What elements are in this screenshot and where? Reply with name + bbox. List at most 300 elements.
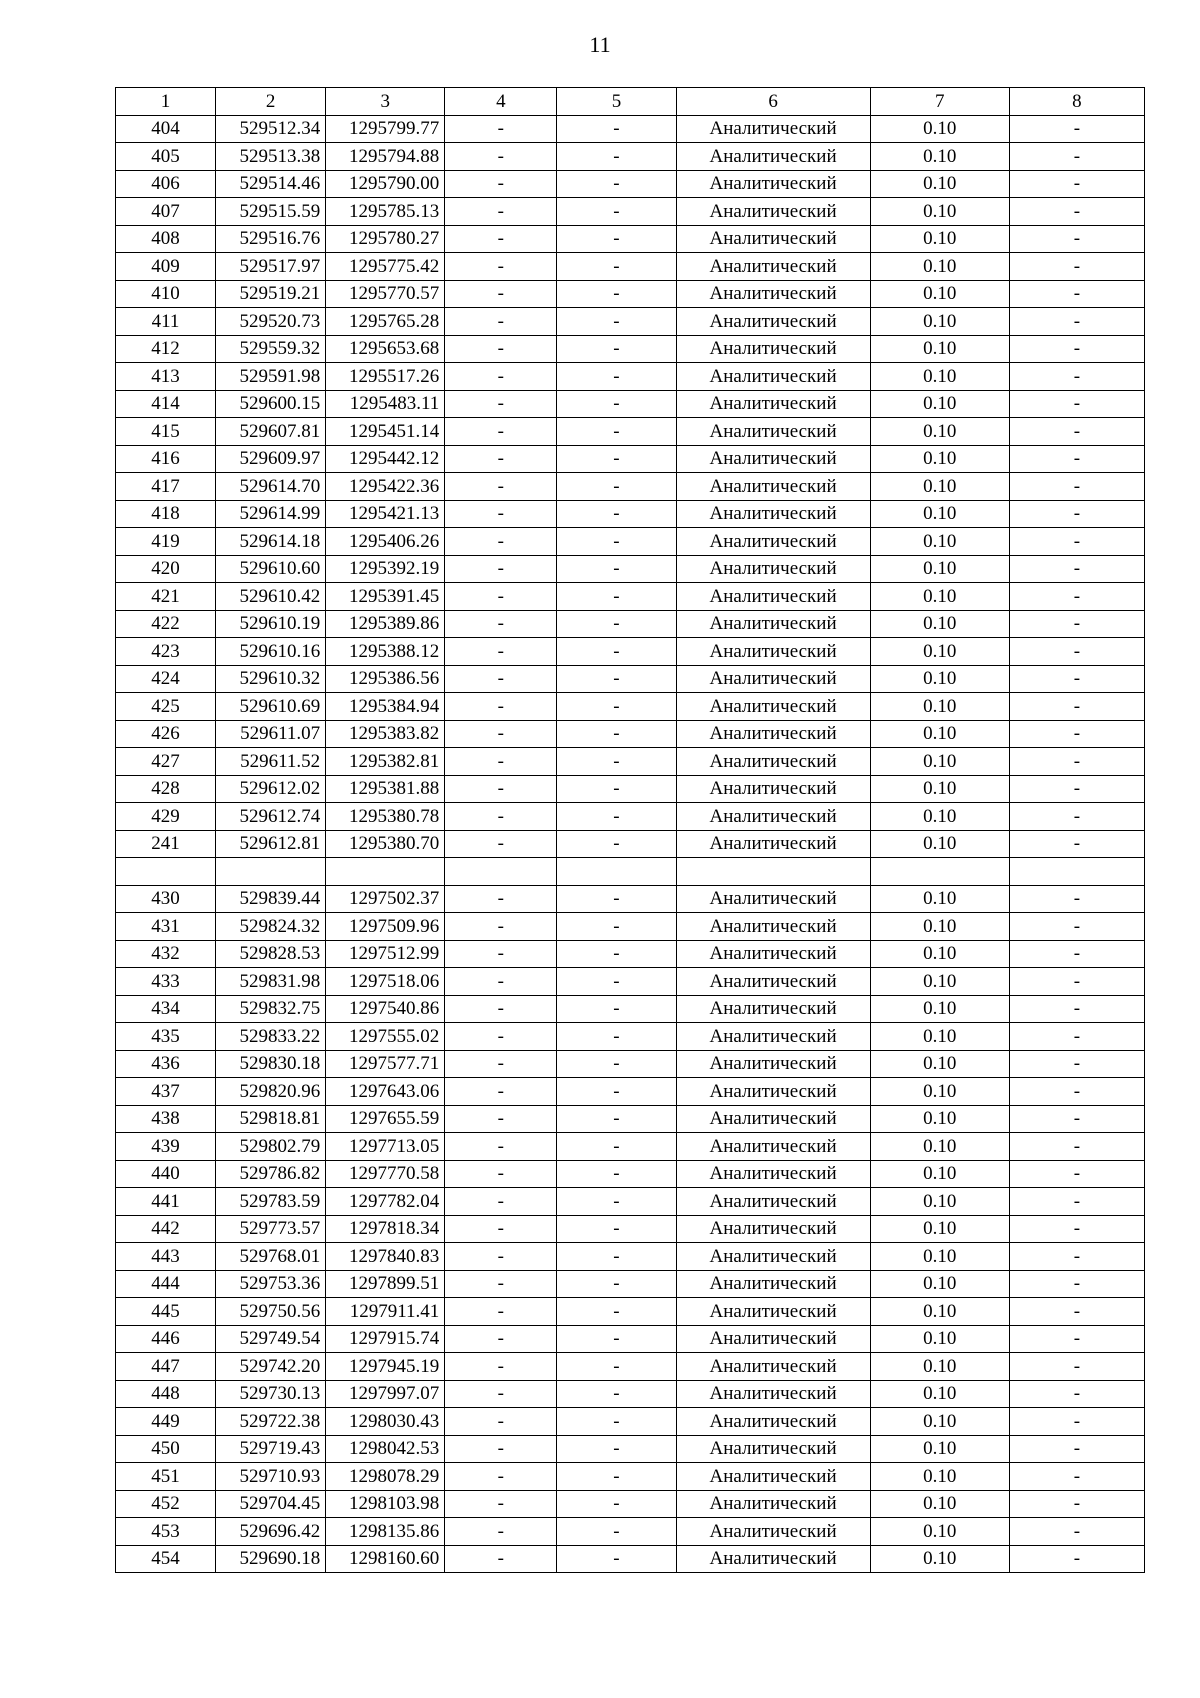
table-row (116, 308, 1145, 336)
table-cell: - (1009, 225, 1144, 253)
table-cell: 0.10 (870, 583, 1009, 611)
table-cell: - (1009, 940, 1144, 968)
table-cell: - (557, 1490, 676, 1518)
table-cell: - (1009, 1105, 1144, 1133)
table-cell: - (557, 335, 676, 363)
table-cell: 529513.38 (216, 143, 326, 171)
table-cell: 0.10 (870, 803, 1009, 831)
table-cell: - (557, 665, 676, 693)
table-cell: - (557, 803, 676, 831)
table-cell: Аналитический (676, 1160, 870, 1188)
table-cell: - (557, 555, 676, 583)
table-row (116, 995, 1145, 1023)
table-cell: 0.10 (870, 1160, 1009, 1188)
table-cell: - (445, 143, 557, 171)
table-cell: 1295388.12 (326, 638, 445, 666)
table-cell: - (557, 1518, 676, 1546)
table-cell: - (445, 1078, 557, 1106)
table-cell: 529768.01 (216, 1243, 326, 1271)
table-cell: - (445, 253, 557, 281)
table-cell: 529750.56 (216, 1298, 326, 1326)
table-cell: Аналитический (676, 1023, 870, 1051)
table-cell: - (557, 1408, 676, 1436)
coordinates-table (115, 87, 1145, 1573)
table-row (116, 1023, 1145, 1051)
table-cell: Аналитический (676, 1188, 870, 1216)
table-cell: - (1009, 1078, 1144, 1106)
table-cell: - (445, 308, 557, 336)
table-cell: - (445, 1215, 557, 1243)
table-cell: 529610.69 (216, 693, 326, 721)
table-cell: - (445, 583, 557, 611)
column-header: 2 (216, 88, 326, 116)
table-cell: - (1009, 1518, 1144, 1546)
table-cell: 427 (116, 748, 216, 776)
table-cell: - (557, 968, 676, 996)
table-cell: Аналитический (676, 363, 870, 391)
table-cell: - (557, 390, 676, 418)
table-cell: 529611.52 (216, 748, 326, 776)
table-cell: Аналитический (676, 995, 870, 1023)
table-cell: - (1009, 1298, 1144, 1326)
table-cell: 1295790.00 (326, 170, 445, 198)
table-cell: 0.10 (870, 693, 1009, 721)
table-cell: - (557, 528, 676, 556)
column-header: 8 (1009, 88, 1144, 116)
table-cell: 441 (116, 1188, 216, 1216)
table-cell: - (445, 1270, 557, 1298)
table-cell: Аналитический (676, 308, 870, 336)
table-cell: 1297555.02 (326, 1023, 445, 1051)
table-cell: - (557, 1023, 676, 1051)
table-cell: - (1009, 1270, 1144, 1298)
table-cell: 0.10 (870, 335, 1009, 363)
table-cell: 529783.59 (216, 1188, 326, 1216)
table-cell: 1295780.27 (326, 225, 445, 253)
table-cell: - (1009, 1325, 1144, 1353)
table-cell: Аналитический (676, 1325, 870, 1353)
table-row (116, 1050, 1145, 1078)
table-cell: 426 (116, 720, 216, 748)
table-cell: 0.10 (870, 1325, 1009, 1353)
table-cell: 1297818.34 (326, 1215, 445, 1243)
table-cell: - (1009, 473, 1144, 501)
table-cell: 417 (116, 473, 216, 501)
table-cell: 414 (116, 390, 216, 418)
table-cell: 529773.57 (216, 1215, 326, 1243)
table-cell: Аналитический (676, 143, 870, 171)
table-cell: - (1009, 1463, 1144, 1491)
table-cell: 529833.22 (216, 1023, 326, 1051)
table-cell: - (445, 1435, 557, 1463)
table-cell: 529515.59 (216, 198, 326, 226)
table-cell: 0.10 (870, 1270, 1009, 1298)
table-row (116, 693, 1145, 721)
table-cell: - (445, 1023, 557, 1051)
table-row (116, 940, 1145, 968)
table-cell: 1295384.94 (326, 693, 445, 721)
table-cell: - (445, 1298, 557, 1326)
table-cell: 1295799.77 (326, 115, 445, 143)
table-cell: Аналитический (676, 500, 870, 528)
table-cell: 438 (116, 1105, 216, 1133)
table-row (116, 170, 1145, 198)
table-cell: 0.10 (870, 830, 1009, 858)
table-cell: 443 (116, 1243, 216, 1271)
table-cell: 529612.02 (216, 775, 326, 803)
table-cell: 411 (116, 308, 216, 336)
table-cell: 0.10 (870, 1380, 1009, 1408)
table-cell: - (557, 198, 676, 226)
table-cell: 0.10 (870, 363, 1009, 391)
table-cell: 529753.36 (216, 1270, 326, 1298)
table-cell: 529512.34 (216, 115, 326, 143)
table-cell: - (557, 115, 676, 143)
table-cell: 0.10 (870, 170, 1009, 198)
table-cell: 415 (116, 418, 216, 446)
table-cell: 428 (116, 775, 216, 803)
table-cell: 529614.99 (216, 500, 326, 528)
table-row (116, 335, 1145, 363)
table-cell: 439 (116, 1133, 216, 1161)
table-cell (676, 858, 870, 886)
table-cell: 1295785.13 (326, 198, 445, 226)
table-cell: 529559.32 (216, 335, 326, 363)
table-cell: 0.10 (870, 445, 1009, 473)
table-cell: 1295483.11 (326, 390, 445, 418)
table-cell: - (1009, 1353, 1144, 1381)
table-cell (557, 858, 676, 886)
table-cell: - (557, 1380, 676, 1408)
table-cell: Аналитический (676, 1518, 870, 1546)
column-header: 3 (326, 88, 445, 116)
column-header: 7 (870, 88, 1009, 116)
table-cell: 445 (116, 1298, 216, 1326)
table-cell: - (557, 225, 676, 253)
table-cell: 529832.75 (216, 995, 326, 1023)
table-cell: - (557, 638, 676, 666)
table-cell: 448 (116, 1380, 216, 1408)
table-row (116, 583, 1145, 611)
table-cell (445, 858, 557, 886)
table-cell: Аналитический (676, 225, 870, 253)
table-cell: - (557, 1078, 676, 1106)
table-cell: 529820.96 (216, 1078, 326, 1106)
table-cell: 1295391.45 (326, 583, 445, 611)
table-cell: - (445, 913, 557, 941)
table-cell: 529704.45 (216, 1490, 326, 1518)
table-cell: - (1009, 1188, 1144, 1216)
table-cell: 1295451.14 (326, 418, 445, 446)
table-cell: - (1009, 500, 1144, 528)
table-cell: - (557, 720, 676, 748)
table-cell: Аналитический (676, 555, 870, 583)
table-cell: 0.10 (870, 280, 1009, 308)
table-cell: - (445, 1353, 557, 1381)
table-cell: 1297655.59 (326, 1105, 445, 1133)
table-cell: 0.10 (870, 528, 1009, 556)
table-cell: - (557, 885, 676, 913)
table-cell: - (1009, 885, 1144, 913)
table-cell: 1295422.36 (326, 473, 445, 501)
table-cell: - (445, 115, 557, 143)
table-cell: - (1009, 665, 1144, 693)
table-cell: 0.10 (870, 390, 1009, 418)
table-cell: Аналитический (676, 528, 870, 556)
table-cell: 1295406.26 (326, 528, 445, 556)
table-cell: 241 (116, 830, 216, 858)
table-cell: 1297911.41 (326, 1298, 445, 1326)
table-cell: - (1009, 1490, 1144, 1518)
table-cell: 449 (116, 1408, 216, 1436)
table-cell: Аналитический (676, 1435, 870, 1463)
table-cell: - (445, 1518, 557, 1546)
table-cell: 0.10 (870, 198, 1009, 226)
table-cell: Аналитический (676, 1243, 870, 1271)
table-cell: 420 (116, 555, 216, 583)
table-cell: 435 (116, 1023, 216, 1051)
table-cell: - (1009, 308, 1144, 336)
table-cell: 1297915.74 (326, 1325, 445, 1353)
table-cell: - (1009, 995, 1144, 1023)
table-cell: 412 (116, 335, 216, 363)
table-cell: 0.10 (870, 1490, 1009, 1518)
table-cell: 529600.15 (216, 390, 326, 418)
table-cell: 1298103.98 (326, 1490, 445, 1518)
table-cell: - (557, 610, 676, 638)
table-row (116, 968, 1145, 996)
table-cell: - (445, 775, 557, 803)
table-cell: 424 (116, 665, 216, 693)
table-row (116, 555, 1145, 583)
table-cell: Аналитический (676, 583, 870, 611)
table-row (116, 858, 1145, 886)
table-row (116, 1380, 1145, 1408)
table-cell: - (1009, 1215, 1144, 1243)
table-cell: 418 (116, 500, 216, 528)
table-cell: - (557, 913, 676, 941)
table-cell: Аналитический (676, 830, 870, 858)
table-cell: - (557, 830, 676, 858)
table-cell: - (445, 638, 557, 666)
table-row (116, 1463, 1145, 1491)
table-cell: 529609.97 (216, 445, 326, 473)
table-cell: 0.10 (870, 225, 1009, 253)
table-cell: 1295380.70 (326, 830, 445, 858)
table-row (116, 885, 1145, 913)
table-cell: 529612.81 (216, 830, 326, 858)
table-cell: 404 (116, 115, 216, 143)
table-cell: - (445, 995, 557, 1023)
table-cell: - (445, 940, 557, 968)
table-cell: 529719.43 (216, 1435, 326, 1463)
table-cell: Аналитический (676, 390, 870, 418)
table-cell: Аналитический (676, 335, 870, 363)
table-cell: - (1009, 583, 1144, 611)
table-cell: 446 (116, 1325, 216, 1353)
table-cell: - (557, 418, 676, 446)
table-cell: 1297502.37 (326, 885, 445, 913)
table-cell: - (557, 445, 676, 473)
table-cell: - (1009, 445, 1144, 473)
table-cell: - (1009, 775, 1144, 803)
table-cell: - (557, 775, 676, 803)
table-cell: 422 (116, 610, 216, 638)
table-cell: 1295380.78 (326, 803, 445, 831)
table-cell: - (557, 1188, 676, 1216)
table-cell: - (557, 143, 676, 171)
table-cell: - (1009, 1243, 1144, 1271)
table-cell: - (557, 940, 676, 968)
table-cell: - (557, 693, 676, 721)
table-cell: - (445, 280, 557, 308)
table-row (116, 418, 1145, 446)
table-cell: 453 (116, 1518, 216, 1546)
table-cell: - (445, 500, 557, 528)
table-row (116, 913, 1145, 941)
table-cell: - (1009, 1408, 1144, 1436)
table-cell: - (1009, 198, 1144, 226)
table-cell: 529520.73 (216, 308, 326, 336)
table-cell: 0.10 (870, 995, 1009, 1023)
table-cell: 0.10 (870, 1188, 1009, 1216)
table-cell: - (445, 1325, 557, 1353)
table-cell: 1298042.53 (326, 1435, 445, 1463)
table-cell: 440 (116, 1160, 216, 1188)
table-row (116, 1243, 1145, 1271)
table-cell: - (557, 1215, 676, 1243)
table-cell: 407 (116, 198, 216, 226)
table-row (116, 225, 1145, 253)
table-cell: Аналитический (676, 693, 870, 721)
table-cell: 0.10 (870, 1518, 1009, 1546)
table-cell: - (1009, 968, 1144, 996)
table-cell: - (445, 473, 557, 501)
table-cell: - (557, 1270, 676, 1298)
table-cell: 0.10 (870, 1105, 1009, 1133)
table-cell: 421 (116, 583, 216, 611)
column-header: 4 (445, 88, 557, 116)
table-row (116, 1160, 1145, 1188)
table-cell: - (445, 1545, 557, 1573)
table-cell: Аналитический (676, 253, 870, 281)
table-cell: 0.10 (870, 253, 1009, 281)
table-cell: - (1009, 1050, 1144, 1078)
table-cell: 0.10 (870, 555, 1009, 583)
table-cell: 529610.32 (216, 665, 326, 693)
table-row (116, 1105, 1145, 1133)
table-cell: - (445, 885, 557, 913)
table-cell: 452 (116, 1490, 216, 1518)
table-cell (116, 858, 216, 886)
table-cell: - (1009, 1160, 1144, 1188)
table-row (116, 473, 1145, 501)
table-cell: - (445, 1133, 557, 1161)
table-cell: Аналитический (676, 610, 870, 638)
table-row (116, 253, 1145, 281)
table-cell: - (1009, 335, 1144, 363)
table-cell: 1297577.71 (326, 1050, 445, 1078)
table-cell: 1297643.06 (326, 1078, 445, 1106)
table-cell: - (1009, 363, 1144, 391)
table-cell: 416 (116, 445, 216, 473)
table-cell: - (1009, 1545, 1144, 1573)
table-cell: 419 (116, 528, 216, 556)
table-cell: 454 (116, 1545, 216, 1573)
table-row (116, 1215, 1145, 1243)
table-cell: - (557, 1545, 676, 1573)
table-cell: - (445, 968, 557, 996)
table-cell: 0.10 (870, 500, 1009, 528)
table-cell: - (557, 308, 676, 336)
table-cell: Аналитический (676, 1380, 870, 1408)
table-cell: Аналитический (676, 1215, 870, 1243)
table-cell: 1295517.26 (326, 363, 445, 391)
table-cell: 1297770.58 (326, 1160, 445, 1188)
table-cell: Аналитический (676, 1490, 870, 1518)
table-cell: - (1009, 830, 1144, 858)
table-cell: Аналитический (676, 665, 870, 693)
table-cell: 529611.07 (216, 720, 326, 748)
table-row (116, 1518, 1145, 1546)
table-cell: Аналитический (676, 1133, 870, 1161)
table-cell: - (445, 445, 557, 473)
table-cell: 0.10 (870, 968, 1009, 996)
table-cell: 0.10 (870, 1545, 1009, 1573)
table-cell: - (1009, 253, 1144, 281)
table-cell: 529690.18 (216, 1545, 326, 1573)
table-cell: 1295765.28 (326, 308, 445, 336)
table-cell: 1297997.07 (326, 1380, 445, 1408)
table-cell: - (1009, 638, 1144, 666)
table-cell: - (1009, 1133, 1144, 1161)
table-cell: Аналитический (676, 1353, 870, 1381)
table-cell: 0.10 (870, 1133, 1009, 1161)
table-cell: - (445, 1050, 557, 1078)
table-cell: 1297713.05 (326, 1133, 445, 1161)
table-cell: 1298160.60 (326, 1545, 445, 1573)
table-cell: - (445, 555, 557, 583)
table-cell: Аналитический (676, 418, 870, 446)
table-cell: 0.10 (870, 665, 1009, 693)
table-cell: - (557, 1160, 676, 1188)
table-cell: - (445, 418, 557, 446)
table-cell: - (1009, 528, 1144, 556)
table-cell: 444 (116, 1270, 216, 1298)
table-cell: 1298030.43 (326, 1408, 445, 1436)
table-cell: 529517.97 (216, 253, 326, 281)
table-cell: - (1009, 115, 1144, 143)
table-cell: 529730.13 (216, 1380, 326, 1408)
table-row (116, 198, 1145, 226)
table-body (116, 115, 1145, 1573)
table-cell: - (557, 1353, 676, 1381)
table-row (116, 445, 1145, 473)
table-cell: - (1009, 418, 1144, 446)
column-header: 5 (557, 88, 676, 116)
table-cell: 0.10 (870, 1298, 1009, 1326)
table-row (116, 775, 1145, 803)
table-cell: Аналитический (676, 280, 870, 308)
table-cell: 529831.98 (216, 968, 326, 996)
table-cell: Аналитический (676, 1463, 870, 1491)
table-cell: - (557, 748, 676, 776)
table-cell: Аналитический (676, 115, 870, 143)
table-cell: - (1009, 693, 1144, 721)
table-cell: 529828.53 (216, 940, 326, 968)
table-cell: 433 (116, 968, 216, 996)
table-cell: 447 (116, 1353, 216, 1381)
